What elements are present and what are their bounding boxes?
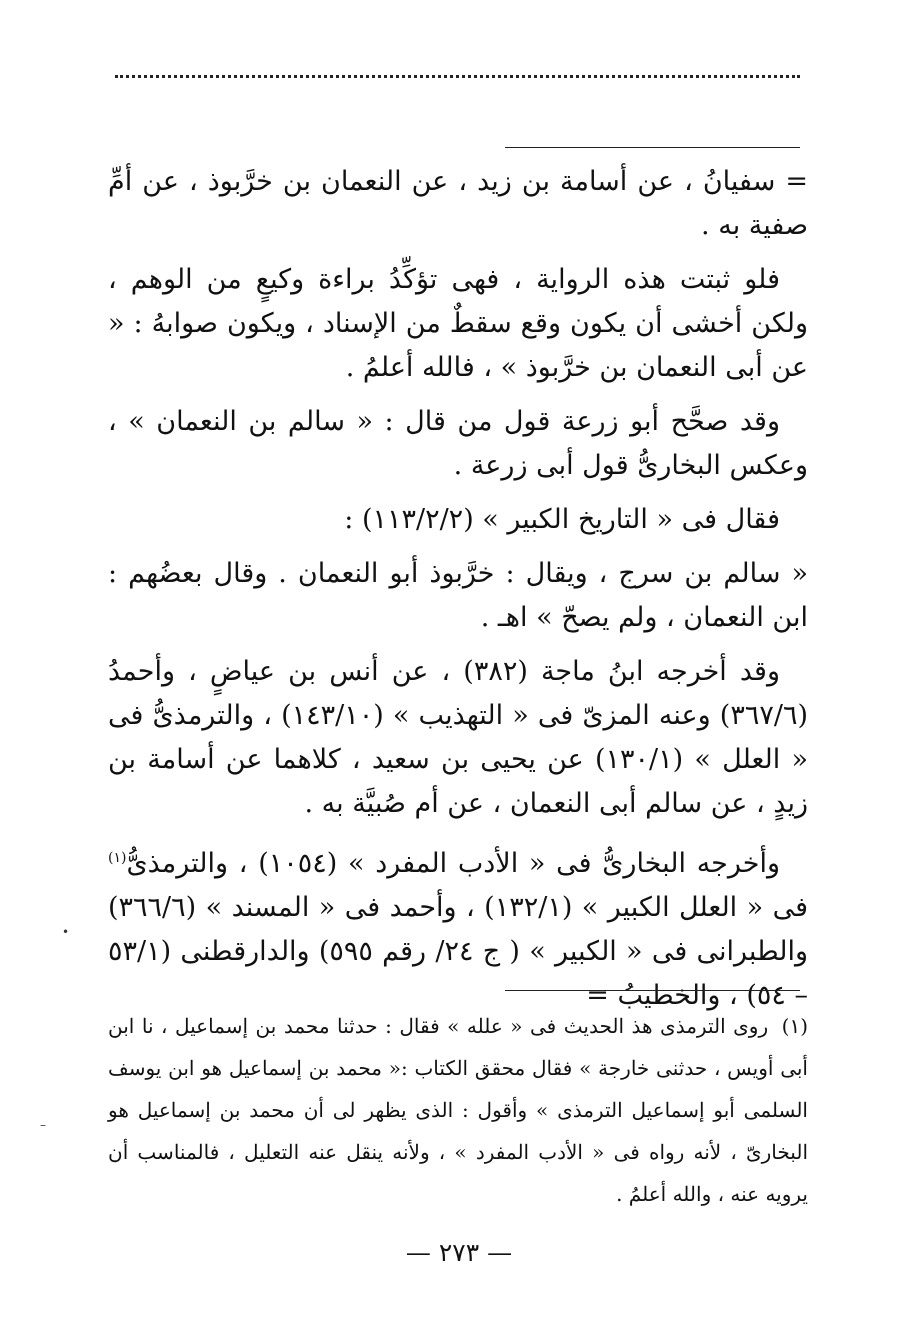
margin-speck: – bbox=[40, 1118, 46, 1132]
top-rule bbox=[505, 147, 800, 148]
page-number: — ٢٧٣ — bbox=[405, 1238, 513, 1267]
paragraph: فقال فى « التاريخ الكبير » (١١٣/٢/٢) : bbox=[344, 504, 780, 535]
paragraph: وقد صحَّح أبو زرعة قول من قال : « سالم بن النعمان » ، وعكس البخارىُّ قول أبى زرعة . bbox=[108, 406, 808, 481]
quotation: « سالم بن سرج ، ويقال : خرَّبوذ أبو النعمان . وقال بعضُهم : ابن النعمان ، ولم يصحّ » اهـ . bbox=[108, 558, 808, 633]
margin-speck: • bbox=[62, 925, 70, 939]
paragraph: وقد أخرجه ابنُ ماجة (٣٨٢) ، عن أنس بن عياضٍ ، وأحمدُ (٣٦٧/٦) وعنه المزىّ فى « التهذيب » (١٤٣/١٠) ، والترمذىُّ فى « العلل » (١٣٠/١) عن يحيى بن سعيد ، كلاهما عن أسامة بن زيدٍ ، عن سالم أبى النعمان ، عن أم صُبيَّة به . bbox=[108, 656, 808, 819]
footnote-text: روى الترمذى هذ الحديث فى « علله » فقال : حدثنا محمد بن إسماعيل ، نا ابن أبى أويس ، حدثنى خارجة » فقال محقق الكتاب :« محمد بن إسماعيل هو ابن يوسف السلمى أبو إسماعيل الترمذى » وأقول : الذى يظهر لى أن محمد بن إسماعيل هو البخارىّ ، لأنه رواه فى « الأدب المفرد » ، ولأنه ينقل عنه التعليل ، فالمناسب أن يرويه عنه ، والله أعلمُ . bbox=[108, 1014, 808, 1206]
paragraph-continuation: = سفيانُ ، عن أسامة بن زيد ، عن النعمان بن خرَّبوذ ، عن أمِّ صفية به . bbox=[108, 166, 808, 241]
footnote-rule bbox=[505, 990, 800, 991]
footnote bbox=[108, 1005, 808, 1215]
paragraph: فلو ثبتت هذه الرواية ، فهى تؤكِّدُ براءة وكيعٍ من الوهم ، ولكن أخشى أن يكون وقع سقطٌ من الإسناد ، ويكون صوابهُ : « عن أبى النعمان بن خرَّبوذ » ، فالله أعلمُ . bbox=[108, 264, 808, 383]
footnote-number: (١) bbox=[781, 1014, 809, 1038]
paragraph-part: فى « العلل الكبير » (١٣٢/١) ، وأحمد فى « المسند » (٣٦٦/٦) والطبرانى فى « الكبير » ( ج ٢٤/ رقم ٥٩٥) والدارقطنى (٥٣/١ – ٥٤) ، والخطيبُ = bbox=[108, 892, 808, 1011]
header-dotted-line bbox=[115, 75, 800, 78]
paragraph-part: وأخرجه البخارىُّ فى « الأدب المفرد » (١٠٥٤) ، والترمذىُّ bbox=[126, 848, 780, 879]
footnote-marker: (١) bbox=[108, 850, 127, 866]
main-text bbox=[108, 160, 808, 1028]
